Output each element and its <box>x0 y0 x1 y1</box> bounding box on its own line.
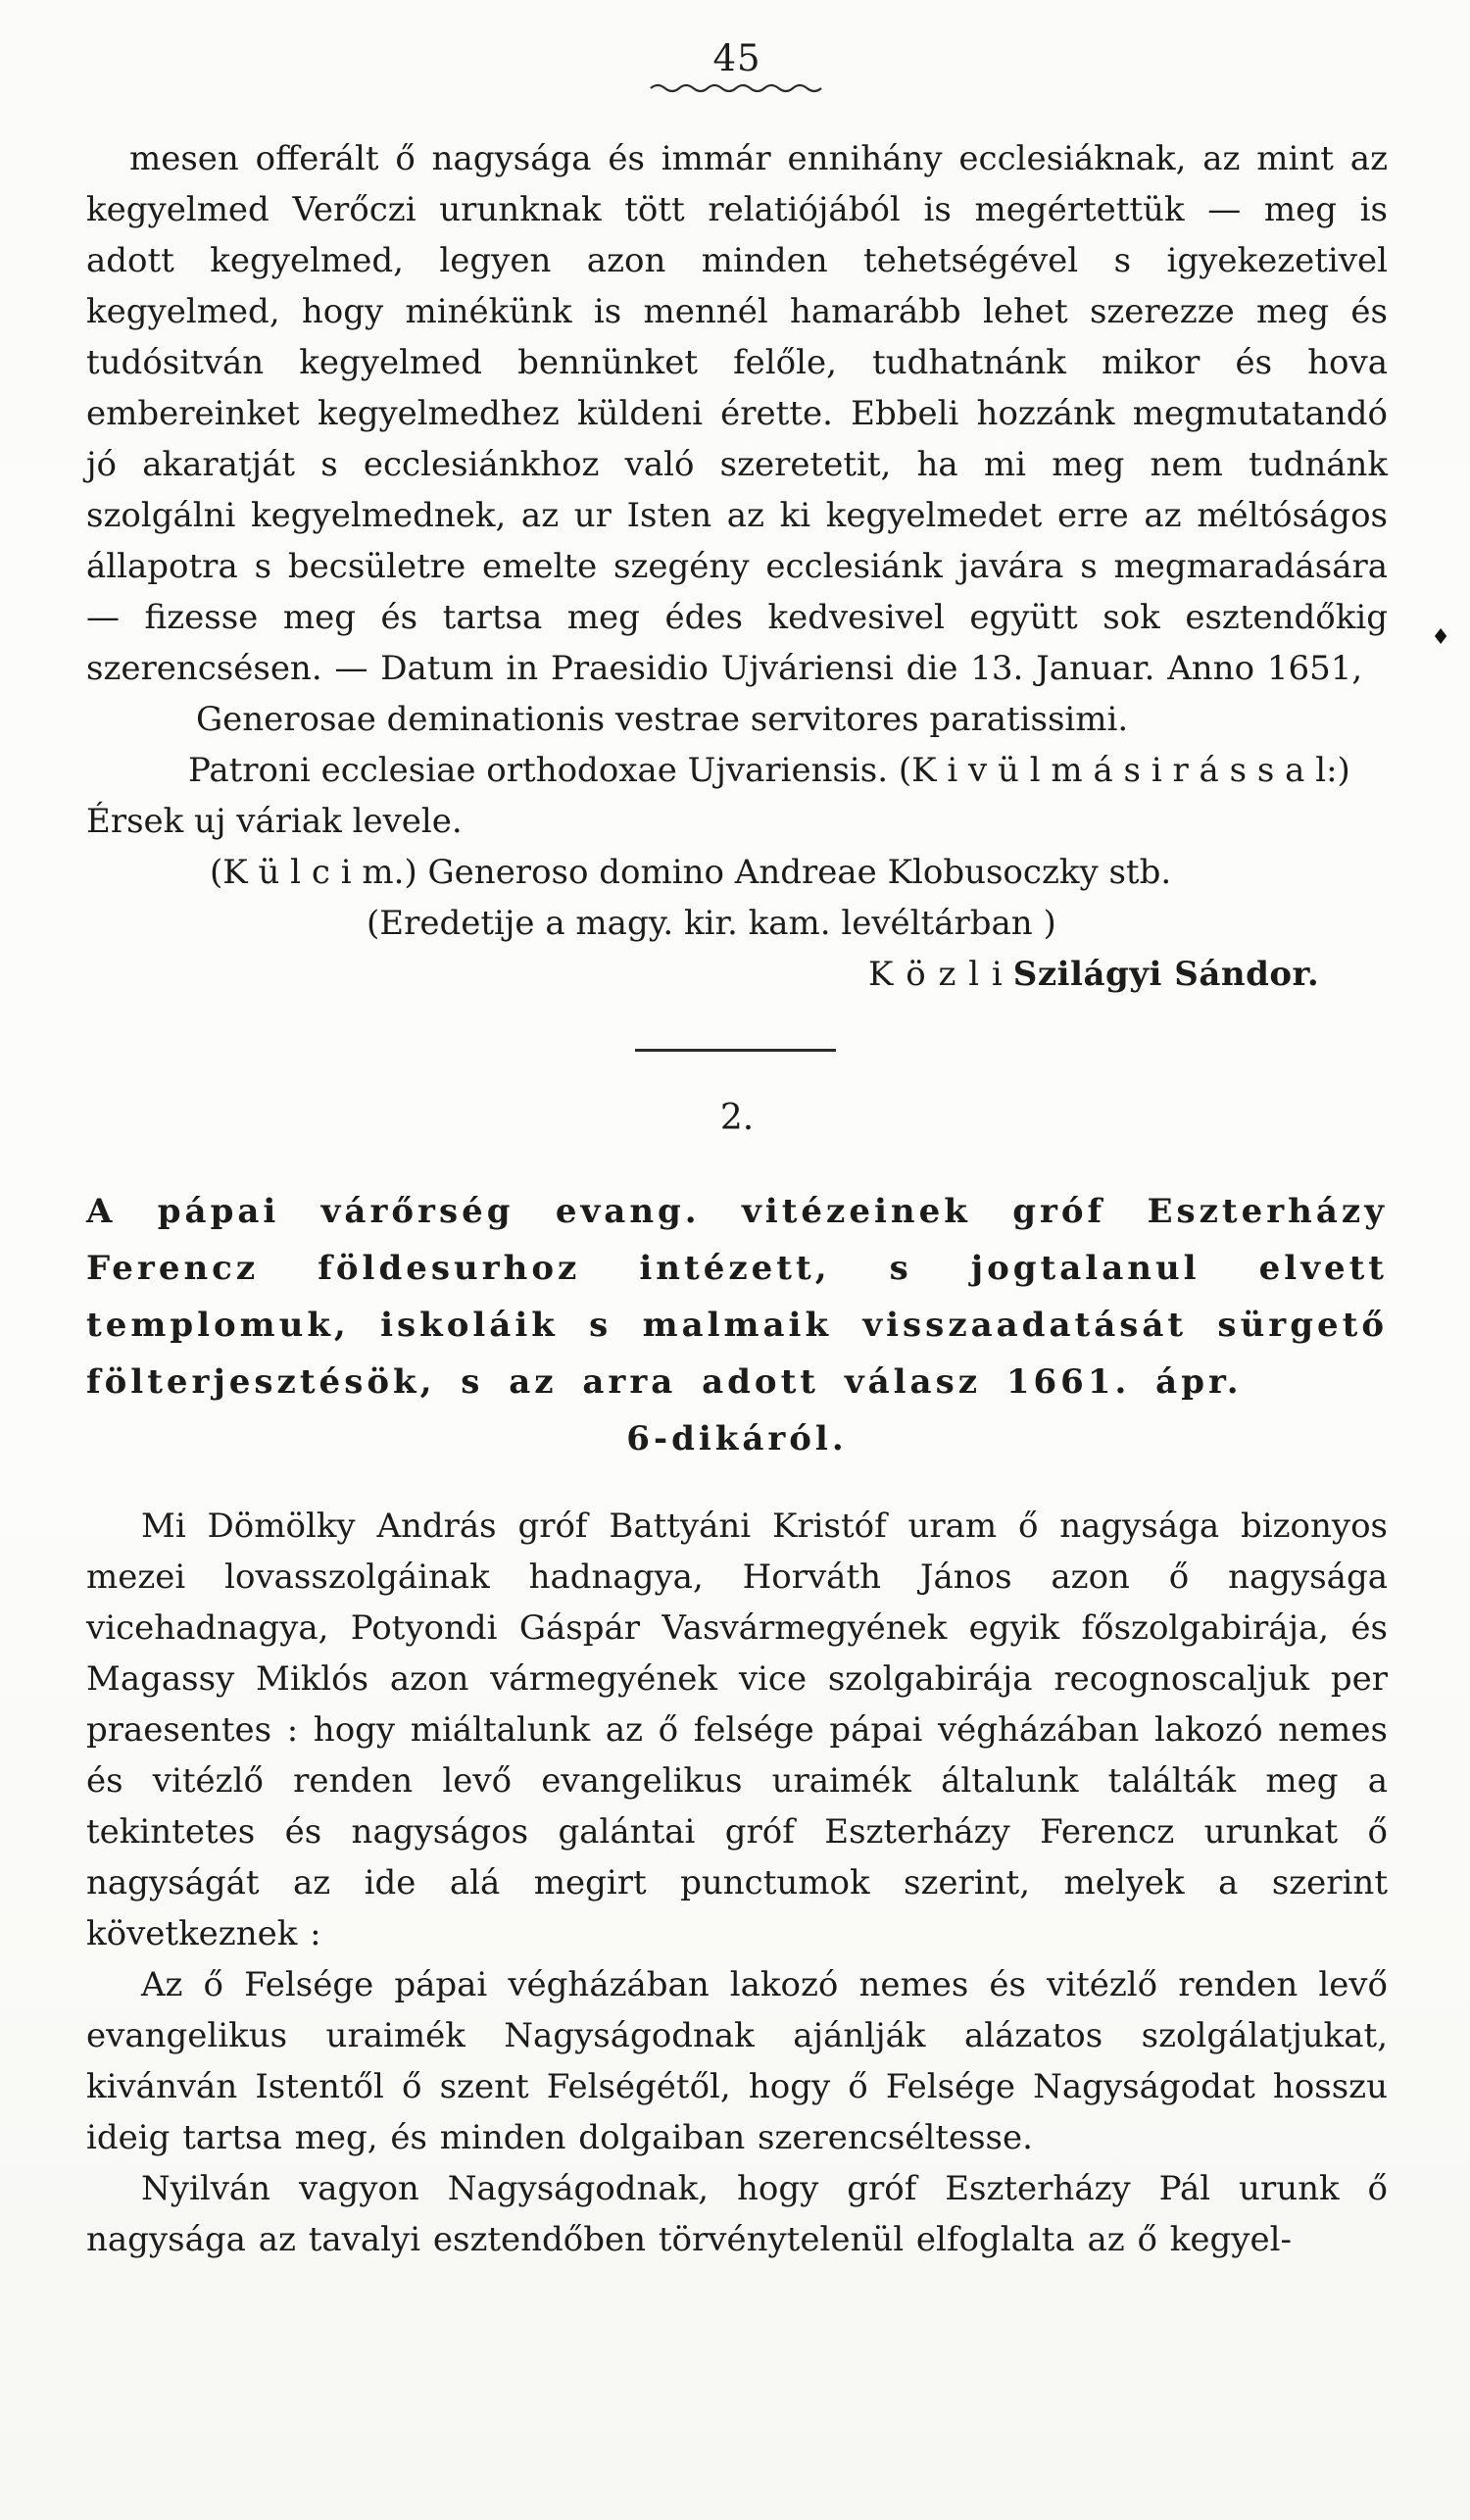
letter-closing-block <box>86 694 1388 1000</box>
closing-line-archive-note: (Eredetije a magy. kir. kam. levéltárban ) <box>367 904 1056 943</box>
body-paragraph-recognoscaljuk: Mi Dömölky András gróf Battyáni Kristóf uram ő nagysága bizonyos mezei lovasszolgáinak hadnagya, Horváth János azon ő nagysága vicehadnagya, Potyondi Gáspár Vasvármegyének egyik főszolgabirája, és Magassy Miklós azon vármegyének vice szolgabirája recognoscaljuk per praesentes : hogy miáltalunk az ő felsége pápai végházában lakozó nemes és vitézlő renden levő evangelikus uraimék általunk találták meg a tekintetes és nagyságos galántai gróf Eszterházy Ferencz urunkat ő nagyságát az ide alá megirt punctumok szerint, melyek a szerint következnek : <box>86 1507 1388 1953</box>
section-number: 2. <box>719 1098 755 1138</box>
page-number: 45 <box>712 37 761 79</box>
publisher-line <box>86 949 1388 1000</box>
closing-line-ersekujvar: Érsek uj váriak levele. <box>86 802 463 841</box>
margin-diamond-icon: ♦ <box>1431 625 1450 650</box>
section-title-date: 6-dikáról. <box>626 1419 848 1458</box>
body-paragraph-felsege: Az ő Felsége pápai végházában lakozó nemes és vitézlő renden levő evangelikus uraimék Nagyságodnak ajánlják alázatos szolgálatjukat, kivánván Istentől ő szent Felségétől, hogy ő Felsége Nagyságodat hosszu ideig tartsa meg, és minden dolgaiban szerencséltesse. <box>86 1965 1388 2157</box>
publisher-label: K ö z l i <box>868 955 1004 994</box>
body-paragraph-nyilvan: Nyilván vagyon Nagyságodnak, hogy gróf Eszterházy Pál urunk ő nagysága az tavalyi esztendőben törvénytelenül elfoglalta az ő kegyel- <box>86 2169 1388 2259</box>
closing-line-servitores: Generosae deminationis vestrae servitores paratissimi. <box>196 700 1129 739</box>
page-number-underline <box>649 82 825 94</box>
section-title: A pápai várőrség evang. vitézeinek gróf Eszterházy Ferencz földesurhoz intézett, s jogtalanul elvett templomuk, iskoláik s malmaik visszaadatását sürgető fölterjesztésök, s az arra adott válasz 1661. ápr. <box>86 1192 1388 1402</box>
closing-line-patroni: Patroni ecclesiae orthodoxae Ujvariensis. (K i v ü l m á s i r á s s a l:) <box>188 751 1350 790</box>
page-header <box>86 37 1388 94</box>
closing-line-kulcim: (K ü l c i m.) Generoso domino Andreae Klobusoczky stb. <box>210 853 1172 892</box>
section-divider <box>635 1049 836 1052</box>
letter-body-paragraph: mesen offerált ő nagysága és immár ennihány ecclesiáknak, az mint az kegyelmed Verőczi urunknak tött relatiójából is megértettük — meg is adott kegyelmed, legyen azon minden tehetségével s igyekezetivel kegyelmed, hogy minékünk is mennél hamarább lehet szerezze meg és tudósitván kegyelmed bennünket felőle, tudhatnánk mikor és hova embereinket kegyelmedhez küldeni érette. Ebbeli hozzánk megmutatandó jó akaratját s ecclesiánkhoz való szeretetit, ha mi meg nem tudnánk szolgálni kegyelmednek, az ur Isten az ki kegyelmedet erre az méltóságos állapotra s becsületre emelte szegény ecclesiánk javára s megmaradására — fizesse meg és tartsa meg édes kedvesivel együtt sok esztendőkig szerencsésen. — Datum in Praesidio Ujváriensi die 13. Januar. Anno 1651, <box>86 139 1388 688</box>
publisher-name: Szilágyi Sándor. <box>1012 955 1320 994</box>
